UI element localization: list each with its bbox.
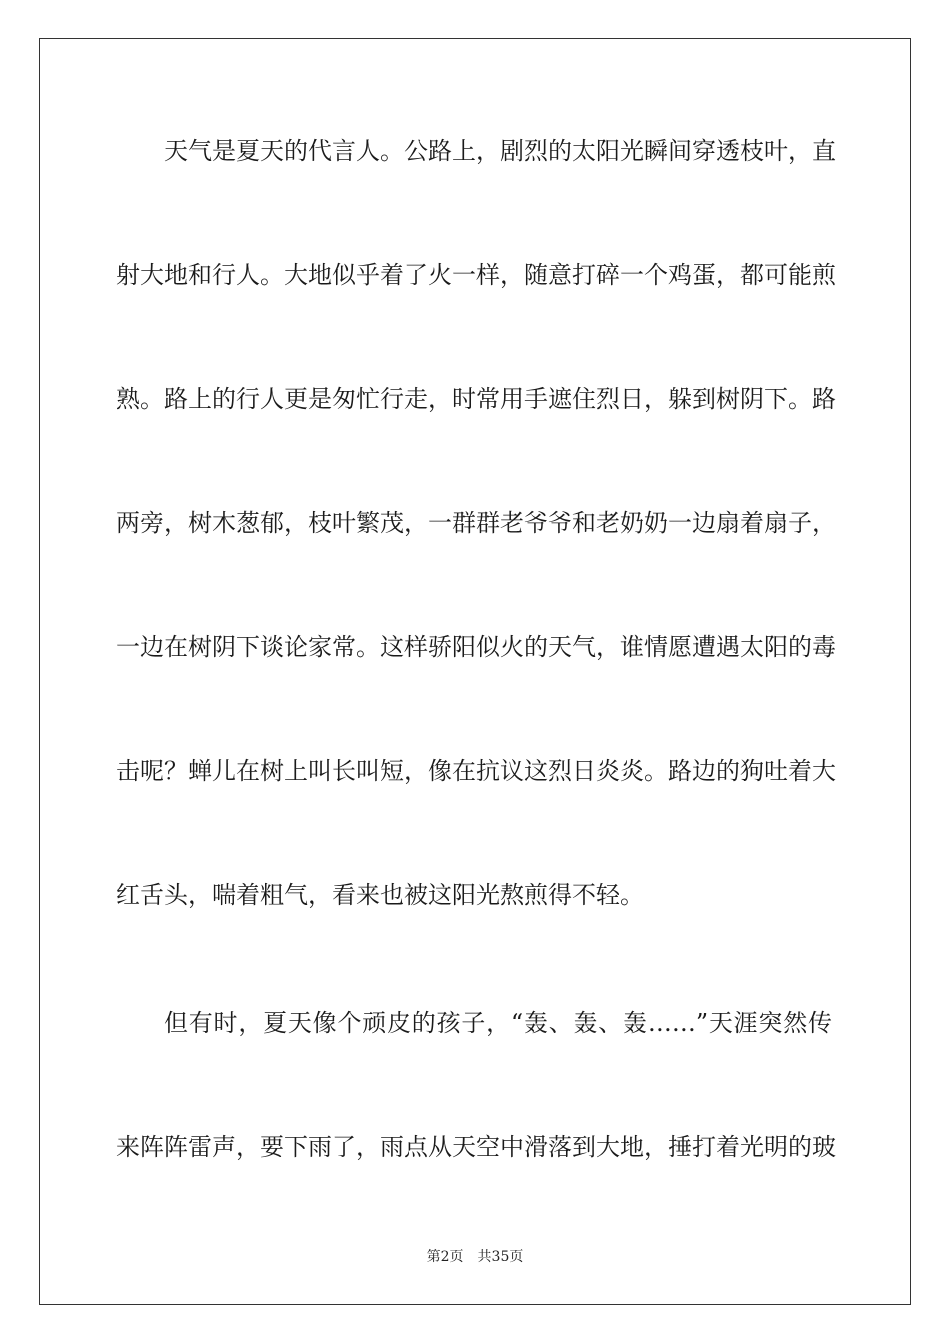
page-footer xyxy=(0,1248,950,1266)
paragraph-1-line-2: 射大地和行人。大地似乎着了火一样，随意打碎一个鸡蛋，都可能煎 xyxy=(116,261,836,289)
page-border xyxy=(39,38,911,1305)
paragraph-1-line-1: 天气是夏天的代言人。公路上，剧烈的太阳光瞬间穿透枝叶，直 xyxy=(164,137,836,165)
paragraph-1-line-5: 一边在树阴下谈论家常。这样骄阳似火的天气，谁情愿遭遇太阳的毒 xyxy=(116,633,836,661)
paragraph-2-line-2: 来阵阵雷声，要下雨了，雨点从天空中滑落到大地，捶打着光明的玻 xyxy=(116,1133,836,1161)
paragraph-1-line-6: 击呢？蝉儿在树上叫长叫短，像在抗议这烈日炎炎。路边的狗吐着大 xyxy=(116,757,836,785)
paragraph-1-line-3: 熟。路上的行人更是匆忙行走，时常用手遮住烈日，躲到树阴下。路 xyxy=(116,385,836,413)
page-total: 共35页 xyxy=(477,1249,524,1265)
paragraph-2-line-1: 但有时，夏天像个顽皮的孩子，“轰、轰、轰……”天涯突然传 xyxy=(164,1009,832,1037)
page-number: 第2页 xyxy=(426,1249,464,1265)
paragraph-1-line-4: 两旁，树木葱郁，枝叶繁茂，一群群老爷爷和老奶奶一边扇着扇子， xyxy=(116,509,836,537)
paragraph-1-line-7: 红舌头，喘着粗气，看来也被这阳光熬煎得不轻。 xyxy=(116,881,644,909)
